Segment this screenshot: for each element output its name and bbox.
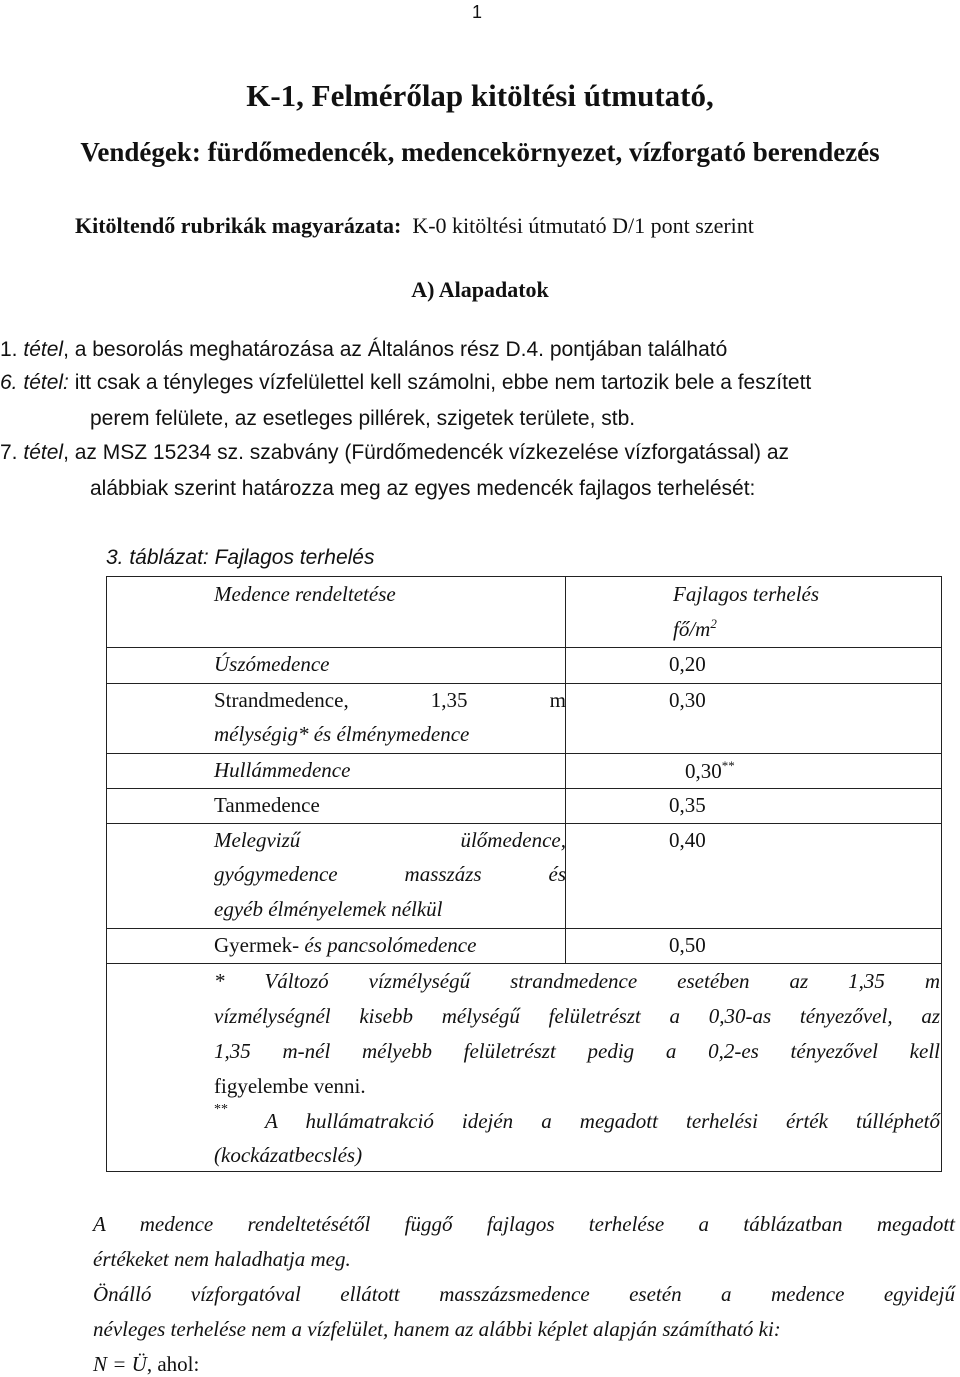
paragraph-line: A medence rendeltetésétől függő fajlagos terhelése a táblázatban megadott <box>93 1212 955 1236</box>
row-divider <box>107 647 941 648</box>
row-name-part: 1,35 <box>430 688 468 712</box>
row-divider <box>107 683 941 684</box>
footnote-2-mark: ** <box>214 1102 228 1117</box>
row-name-continuation: egyéb élményelemek nélkül <box>214 897 443 921</box>
footnote-1-line: vízmélységnél kisebb mélységű felületrészt a 0,30-as tényezővel, az <box>214 1004 940 1028</box>
page-number: 1 <box>472 2 483 22</box>
row-divider <box>107 963 941 964</box>
formula: N = Ü <box>93 1352 147 1376</box>
row-value: 0,35 <box>669 793 706 817</box>
footnote-2-line: A hullámatrakció idején a megadott terhelési érték túlléphető <box>265 1109 940 1133</box>
row-value-sup: ** <box>721 758 735 773</box>
row-name-part: Melegvizű <box>214 828 301 852</box>
row-name: Hullámmedence <box>214 758 351 782</box>
item-1 <box>0 338 727 362</box>
footnote-1-line: 1,35 m-nél mélyebb felületrészt pedig a 0,2-es tényezővel kell <box>214 1039 940 1063</box>
item-1-text: , a besorolás meghatározása az Általános rész D.4. pontjában található <box>63 338 728 361</box>
item-6-label: tétel: <box>23 371 69 394</box>
row-value <box>685 758 735 784</box>
item-6 <box>0 371 811 395</box>
item-7-text: , az MSZ 15234 sz. szabvány (Fürdőmedencék vízkezelése vízforgatással) az <box>63 441 790 464</box>
row-name: Tanmedence <box>214 793 320 817</box>
row-name-part: masszázs <box>404 862 482 886</box>
item-1-label: tétel <box>23 338 64 361</box>
row-name <box>214 688 566 713</box>
explanation-line <box>75 213 754 239</box>
item-6-text: itt csak a tényleges vízfelülettel kell számolni, ebbe nem tartozik bele a feszített <box>68 371 812 394</box>
paragraph-line: Önálló vízforgatóval ellátott masszázsmedence esetén a medence egyidejű <box>93 1282 955 1306</box>
row-name-continuation <box>214 862 566 887</box>
row-value-text: 0,30 <box>685 759 722 783</box>
item-1-number: 1. <box>0 338 18 361</box>
row-divider <box>107 788 941 789</box>
formula-suffix: , ahol: <box>146 1352 200 1376</box>
document-title: K-1, Felmérőlap kitöltési útmutató, <box>246 78 714 113</box>
header-specific-load: Fajlagos terhelés <box>673 582 820 606</box>
formula-line <box>93 1352 199 1377</box>
footnote-2-line: (kockázatbecslés) <box>214 1143 363 1167</box>
footnote-1-line: * Változó vízmélységű strandmedence esetében az 1,35 m <box>214 969 940 993</box>
item-6-continuation: perem felülete, az esetleges pillérek, szigetek területe, stb. <box>90 407 636 430</box>
document-subtitle: Vendégek: fürdőmedencék, medencekörnyezet, vízforgató berendezés <box>80 137 880 167</box>
row-value: 0,20 <box>669 652 706 676</box>
header-unit-sup: 2 <box>710 616 717 631</box>
footnote-1-line: figyelembe venni. <box>214 1074 366 1098</box>
item-7-continuation: alábbiak szerint határozza meg az egyes medencék fajlagos terhelését: <box>90 477 756 500</box>
specific-load-table <box>106 576 942 1172</box>
header-unit-text: fő/m <box>673 617 711 641</box>
item-7-number: 7. <box>0 441 18 464</box>
row-name-part: és <box>548 862 566 886</box>
row-name <box>214 933 476 958</box>
section-heading: A) Alapadatok <box>411 277 549 302</box>
row-name-part: m <box>549 688 566 712</box>
table-caption: 3. táblázat: Fajlagos terhelés <box>106 546 375 569</box>
row-divider <box>107 753 941 754</box>
explanation-reference: K-0 kitöltési útmutató D/1 pont szerint <box>412 213 754 238</box>
paragraph-line: értékeket nem haladhatja meg. <box>93 1247 351 1271</box>
row-value: 0,40 <box>669 828 706 852</box>
row-divider <box>107 823 941 824</box>
item-7 <box>0 441 789 465</box>
row-name-part: ülőmedence, <box>460 828 566 852</box>
row-value: 0,50 <box>669 933 706 957</box>
paragraph-line: névleges terhelése nem a vízfelület, hanem az alábbi képlet alapján számítható ki: <box>93 1317 781 1341</box>
row-divider <box>107 928 941 929</box>
header-purpose: Medence rendeltetése <box>214 582 396 606</box>
item-7-label: tétel <box>23 441 64 464</box>
row-name-part: gyógymedence <box>214 862 338 886</box>
row-name-part: Gyermek- <box>214 933 300 957</box>
row-name-part: Strandmedence, <box>214 688 349 712</box>
row-name-part: és pancsolómedence <box>304 933 477 957</box>
row-name <box>214 828 566 853</box>
row-name: Úszómedence <box>214 652 330 676</box>
column-divider <box>565 577 566 963</box>
item-6-number: 6. <box>0 371 18 394</box>
row-value: 0,30 <box>669 688 706 712</box>
explanation-label: Kitöltendő rubrikák magyarázata: <box>75 213 402 238</box>
header-unit <box>673 616 717 642</box>
row-name-continuation: mélységig* és élménymedence <box>214 722 470 746</box>
